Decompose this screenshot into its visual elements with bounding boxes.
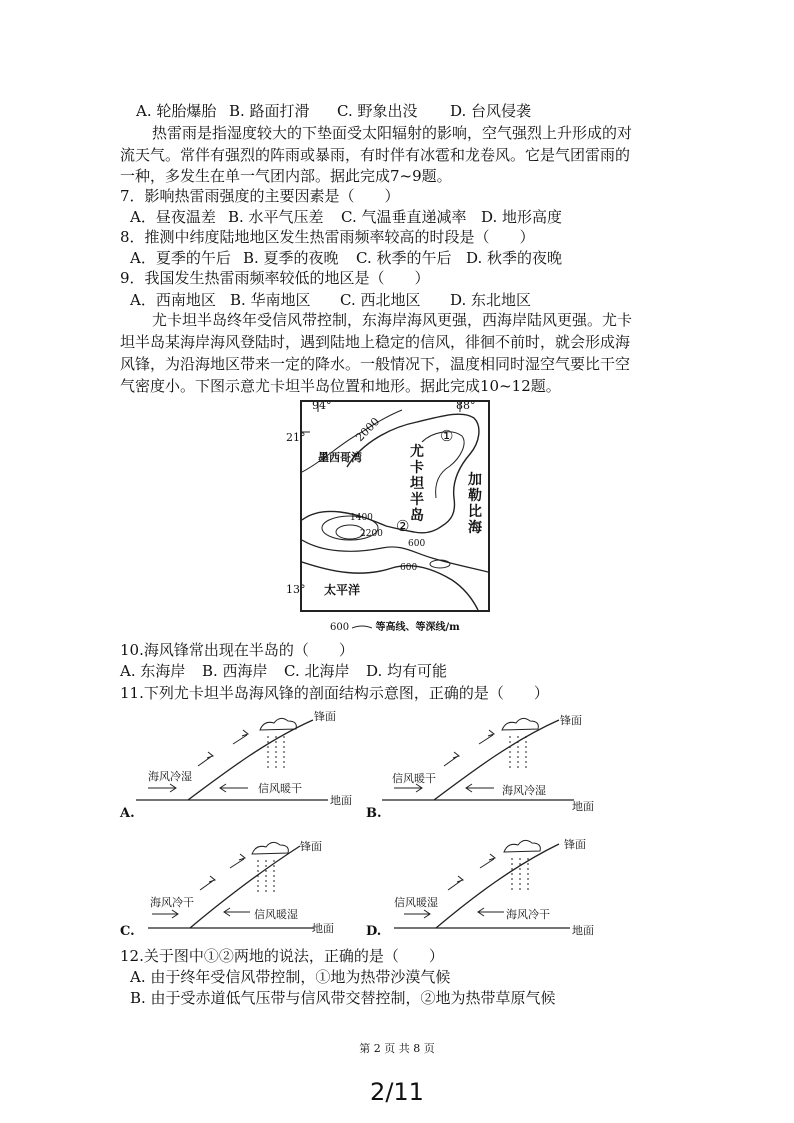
diagram-d bbox=[364, 832, 614, 957]
diagram-c-right: 信风暖湿 bbox=[254, 908, 298, 921]
map-contour-600a: 600 bbox=[408, 539, 426, 549]
diagram-b-front: 锋面 bbox=[560, 714, 582, 727]
page-indicator: 2/11 bbox=[370, 1078, 424, 1106]
q12-option-b: B. 由于受赤道低气压带与信风带交替控制，②地为热带草原气候 bbox=[130, 989, 556, 1007]
diagram-a-left: 海风冷湿 bbox=[148, 770, 192, 783]
map-lat-bottom: 13° bbox=[286, 583, 306, 596]
q8-option-b: B. 夏季的夜晚 bbox=[243, 249, 339, 267]
q6-options bbox=[136, 101, 531, 121]
q8-stem: 8．推测中纬度陆地地区发生热雷雨频率较高的时段是（ ） bbox=[120, 228, 535, 246]
diagram-b-right: 海风冷湿 bbox=[502, 784, 546, 797]
q9-option-c: C. 西北地区 bbox=[340, 291, 421, 309]
passage2-line-3: 风锋，为沿海地区带来一定的降水。一般情况下，温度相同时湿空气要比干空 bbox=[120, 355, 631, 373]
diagram-d-left: 信风暖湿 bbox=[394, 896, 438, 909]
q6-option-b: B. 路面打滑 bbox=[229, 102, 310, 120]
q9-option-b: B. 华南地区 bbox=[230, 291, 311, 309]
map-contour-1400: 1400 bbox=[350, 513, 373, 523]
q12-stem: 12.关于图中①②两地的说法，正确的是（ ） bbox=[120, 947, 444, 965]
map-gulf-label: 墨西哥湾 bbox=[318, 451, 362, 464]
map-contour-2200: 2200 bbox=[360, 529, 383, 539]
passage1-line-3: 一种，多发生在单一气团内部。据此完成7~9题。 bbox=[120, 167, 452, 185]
q7-stem: 7．影响热雷雨强度的主要因素是（ ） bbox=[120, 187, 400, 205]
q10-options bbox=[120, 661, 447, 681]
map-lon-left: 94° bbox=[312, 399, 332, 412]
q9-option-a: A．西南地区 bbox=[130, 291, 216, 309]
q7-option-a: A．昼夜温差 bbox=[130, 208, 216, 226]
map-drawing bbox=[302, 399, 488, 610]
diagram-d-ground: 地面 bbox=[572, 924, 594, 937]
map-lat-top: 21° bbox=[286, 431, 306, 444]
map-contour-600b: 600 bbox=[400, 563, 418, 573]
map-peninsula-label: 尤卡坦半岛 bbox=[410, 444, 424, 524]
diagram-c-letter: C. bbox=[120, 924, 135, 939]
q6-option-c: C. 野象出没 bbox=[337, 102, 418, 120]
diagram-b bbox=[364, 700, 614, 825]
q6-option-a: A. 轮胎爆胎 bbox=[136, 102, 217, 120]
q9-options bbox=[130, 290, 531, 310]
q10-option-d: D. 均有可能 bbox=[366, 662, 448, 680]
map-marker-2: ② bbox=[396, 517, 410, 535]
q6-option-d: D. 台风侵袭 bbox=[450, 102, 532, 120]
diagram-b-letter: B. bbox=[366, 806, 382, 821]
q12-option-a: A. 由于终年受信风带控制，①地为热带沙漠气候 bbox=[130, 968, 451, 986]
q8-option-a: A．夏季的午后 bbox=[130, 249, 231, 267]
q10-option-c: C. 北海岸 bbox=[284, 662, 350, 680]
page-footer: 第 2 页 共 8 页 bbox=[359, 1042, 435, 1055]
q9-option-d: D. 东北地区 bbox=[450, 291, 532, 309]
q7-option-c: C. 气温垂直递减率 bbox=[341, 208, 467, 226]
map-marker-1: ① bbox=[440, 427, 454, 445]
map-legend bbox=[330, 618, 460, 633]
diagram-a-ground: 地面 bbox=[330, 794, 352, 807]
passage2-line-2: 坦半岛某海岸海风登陆时，遇到陆地上稳定的信风，徘徊不前时，就会形成海 bbox=[120, 333, 631, 351]
q8-option-c: C. 秋季的午后 bbox=[356, 249, 452, 267]
passage2-line-4: 气密度小。下图示意尤卡坦半岛位置和地形。据此完成10~12题。 bbox=[120, 377, 561, 395]
q9-stem: 9．我国发生热雷雨频率较低的地区是（ ） bbox=[120, 269, 430, 287]
diagram-d-front: 锋面 bbox=[564, 838, 586, 851]
diagram-b-left: 信风暖干 bbox=[392, 772, 436, 785]
map-legend-line bbox=[352, 624, 372, 632]
diagram-d-right: 海风冷干 bbox=[506, 908, 550, 921]
diagram-b-ground: 地面 bbox=[572, 800, 594, 813]
diagram-c-front: 锋面 bbox=[300, 840, 322, 853]
diagram-c bbox=[118, 832, 368, 957]
diagram-a bbox=[118, 700, 368, 825]
map-contour-2000: 2000 bbox=[353, 415, 383, 445]
q8-option-d: D. 秋季的夜晚 bbox=[466, 249, 563, 267]
map-lon-right: 88° bbox=[456, 399, 476, 412]
q10-option-b: B. 西海岸 bbox=[202, 662, 268, 680]
q7-options bbox=[130, 207, 562, 227]
diagram-a-letter: A. bbox=[120, 806, 135, 821]
q10-stem: 10.海风锋常出现在半岛的（ ） bbox=[120, 641, 354, 659]
map-pacific-label: 太平洋 bbox=[324, 583, 361, 597]
q8-options bbox=[130, 248, 562, 268]
diagram-c-ground: 地面 bbox=[312, 922, 334, 935]
yucatan-map bbox=[300, 400, 490, 612]
map-caribbean-label: 加勒比海 bbox=[468, 472, 482, 536]
diagram-c-left: 海风冷干 bbox=[150, 896, 194, 909]
q11-stem: 11.下列尤卡坦半岛海风锋的剖面结构示意图，正确的是（ ） bbox=[120, 684, 549, 702]
map-legend-text: 等高线、等深线/m bbox=[375, 622, 460, 633]
diagram-d-letter: D. bbox=[366, 924, 382, 939]
map-legend-value: 600 bbox=[330, 622, 350, 633]
q10-option-a: A. 东海岸 bbox=[120, 662, 186, 680]
passage2-line-1: 尤卡坦半岛终年受信风带控制，东海岸海风更强，西海岸陆风更强。尤卡 bbox=[152, 311, 633, 329]
q7-option-b: B. 水平气压差 bbox=[228, 208, 324, 226]
diagram-a-front: 锋面 bbox=[314, 710, 336, 723]
passage1-line-2: 流天气。常伴有强烈的阵雨或暴雨，有时伴有冰雹和龙卷风。它是气团雷雨的 bbox=[120, 146, 631, 164]
q7-option-d: D. 地形高度 bbox=[481, 208, 563, 226]
diagram-a-right: 信风暖干 bbox=[258, 782, 302, 795]
passage1-line-1: 热雷雨是指湿度较大的下垫面受太阳辐射的影响，空气强烈上升形成的对 bbox=[152, 124, 633, 142]
